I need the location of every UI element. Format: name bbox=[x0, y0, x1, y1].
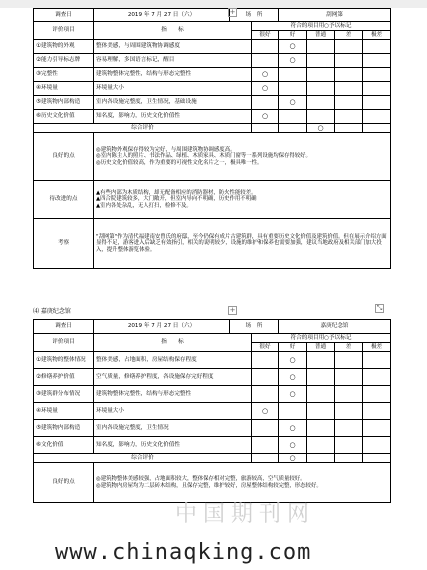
rating-cell bbox=[335, 68, 363, 82]
table-row bbox=[34, 386, 391, 403]
indicator-cell: 容易理解，多国语言标记，醒目 bbox=[94, 54, 252, 68]
indicator-cell: 环境量大小 bbox=[94, 82, 252, 96]
indicator-cell: 建筑物整体完整性，结构与形态完整性 bbox=[94, 386, 252, 403]
item-cell: ③建筑群分布情况 bbox=[34, 386, 94, 403]
rating-cell bbox=[363, 124, 391, 133]
good-points-text: ◎建筑物整体美感较强，占地面积较大，整体保存相对完整，旅游较高，空气质量较好。 ◎建筑物内房屋均为二层砖木结构，且保存完整，维护较好，房屋整体结构较完整，形态较好。 bbox=[94, 463, 391, 503]
indicator-cell: 室内各设施完整度，卫生情况 bbox=[94, 420, 252, 437]
rating-cell bbox=[363, 68, 391, 82]
place-label: 场 所 bbox=[230, 9, 279, 22]
page-top-margin bbox=[0, 0, 427, 8]
rating-cell bbox=[335, 54, 363, 68]
overall-label: 综合评价 bbox=[34, 454, 252, 463]
table-row bbox=[34, 403, 391, 420]
rating-mark: ○ bbox=[252, 68, 279, 82]
rating-mark: ○ bbox=[279, 54, 307, 68]
survey-date: 2019 年 7 月 27 日（六） bbox=[94, 320, 230, 334]
indicator-cell: 知名度，影响力，历史文化价值性 bbox=[94, 110, 252, 124]
rating-cell bbox=[307, 54, 335, 68]
rating-cell bbox=[307, 454, 335, 463]
resize-handle-icon[interactable]: ⤡ bbox=[376, 304, 383, 312]
rating-mark: ○ bbox=[252, 403, 279, 420]
rating-cell bbox=[335, 124, 363, 133]
item-cell: ②修缮养护价值 bbox=[34, 369, 94, 386]
table-row bbox=[34, 40, 391, 54]
survey-date: 2019 年 7 月 27 日（六） bbox=[94, 9, 230, 22]
indicator-cell: 空气质量，修缮养护程度，各设施保存完好程度 bbox=[94, 369, 252, 386]
good-points-label: 良好的点 bbox=[34, 133, 94, 181]
rating-cell bbox=[335, 352, 363, 369]
rating-cell bbox=[363, 386, 391, 403]
rating-cell bbox=[335, 420, 363, 437]
rating-cell bbox=[252, 124, 279, 133]
item-cell: ④环境量 bbox=[34, 403, 94, 420]
notes-text: "刮网第"作为清代福建南安曾氏的府邸，至今仍保有成片古建筑群，具有重要历史文化价值及建筑价值。但在展示介绍方面显得不足，游客进入后缺乏有效指引，相关的说明较少，设施的维护和保养也需要加强，建议当地政府及相关部门加大投入，提升整体游览体验。 bbox=[94, 219, 391, 269]
item-header: 评价项目 bbox=[34, 22, 94, 40]
indicator-cell: 建筑物整体完整性，结构与形态完整性 bbox=[94, 68, 252, 82]
rating-cell bbox=[252, 420, 279, 437]
rating-cell bbox=[307, 40, 335, 54]
rating-cell bbox=[279, 124, 307, 133]
rating-cell bbox=[252, 369, 279, 386]
rating-cell bbox=[363, 352, 391, 369]
rating-cell bbox=[335, 82, 363, 96]
section-title: ⑷ 嘉庚纪念馆 bbox=[33, 308, 71, 315]
rating-cell bbox=[307, 110, 335, 124]
rating-cell bbox=[307, 420, 335, 437]
indicator-cell: 知名度，影响力，历史文化价值性 bbox=[94, 437, 252, 454]
table-1-rows bbox=[34, 40, 391, 124]
item-header: 评价项目 bbox=[34, 334, 94, 352]
item-cell: ⑥文化价值 bbox=[34, 437, 94, 454]
grade-header: 好 bbox=[279, 343, 307, 352]
improve-points-text: ▲有些内部为木质结构，却无配备相应的消防器材，防火性能较差。 ▲四合院建筑较多，大门敞开，但室内导向不明确，历史作用不明确 ▲室内各处杂乱，无人打扫，检修不及。 bbox=[94, 181, 391, 219]
item-cell: ①建筑物的外观 bbox=[34, 40, 94, 54]
rating-cell bbox=[252, 386, 279, 403]
rating-cell bbox=[307, 437, 335, 454]
rating-cell bbox=[363, 454, 391, 463]
overall-label: 综合评价 bbox=[34, 124, 252, 133]
rating-mark: ○ bbox=[279, 352, 307, 369]
rating-cell bbox=[335, 40, 363, 54]
table-row bbox=[34, 96, 391, 110]
good-points-label: 良好的点 bbox=[34, 463, 94, 503]
table-row bbox=[34, 437, 391, 454]
rating-mark: ○ bbox=[279, 369, 307, 386]
rating-cell bbox=[335, 437, 363, 454]
rating-cell bbox=[252, 437, 279, 454]
rating-cell bbox=[363, 40, 391, 54]
indicator-cell: 环境量大小 bbox=[94, 403, 252, 420]
grade-header: 普通 bbox=[307, 31, 335, 40]
rating-cell bbox=[279, 82, 307, 96]
place-value: 嘉庚纪念馆 bbox=[279, 320, 391, 334]
item-cell: ⑤建筑物内部构造 bbox=[34, 420, 94, 437]
table-row bbox=[34, 82, 391, 96]
rating-cell bbox=[335, 403, 363, 420]
overall-mark: ○ bbox=[307, 124, 335, 133]
rating-cell bbox=[252, 352, 279, 369]
add-row-icon[interactable]: + bbox=[229, 8, 236, 16]
rating-mark: ○ bbox=[279, 386, 307, 403]
rating-cell bbox=[335, 454, 363, 463]
rating-cell bbox=[252, 40, 279, 54]
rating-cell bbox=[363, 82, 391, 96]
item-cell: ⑥历史文化价值 bbox=[34, 110, 94, 124]
place-label: 场 所 bbox=[230, 320, 279, 334]
rating-cell bbox=[252, 54, 279, 68]
rating-cell bbox=[363, 110, 391, 124]
rating-cell bbox=[279, 110, 307, 124]
rating-cell bbox=[363, 96, 391, 110]
rating-cell bbox=[279, 68, 307, 82]
rating-cell bbox=[307, 82, 335, 96]
table-row bbox=[34, 68, 391, 82]
grade-header: 很好 bbox=[252, 31, 279, 40]
table-row bbox=[34, 352, 391, 369]
table-row bbox=[34, 110, 391, 124]
grade-header: 普通 bbox=[307, 343, 335, 352]
indicator-cell: 整体美感，与周围建筑物协调感度 bbox=[94, 40, 252, 54]
rating-cell bbox=[252, 454, 279, 463]
rating-cell bbox=[279, 403, 307, 420]
rating-cell bbox=[363, 420, 391, 437]
rating-cell bbox=[363, 369, 391, 386]
table-2-rows bbox=[34, 352, 391, 454]
survey-table-2 bbox=[33, 319, 391, 503]
rating-cell bbox=[335, 386, 363, 403]
rating-mark: ○ bbox=[252, 82, 279, 96]
rating-cell bbox=[307, 386, 335, 403]
rating-cell bbox=[363, 54, 391, 68]
grade-header: 很好 bbox=[252, 343, 279, 352]
survey-date-label: 调查日 bbox=[34, 320, 94, 334]
rating-cell bbox=[307, 403, 335, 420]
item-cell: ③完整性 bbox=[34, 68, 94, 82]
indicator-cell: 室内各设施完整度，卫生情况，基础设施 bbox=[94, 96, 252, 110]
grade-header: 极差 bbox=[363, 343, 391, 352]
overall-mark: ○ bbox=[279, 454, 307, 463]
rating-cell bbox=[307, 369, 335, 386]
match-header: 符合的项目用○予以标记 bbox=[252, 334, 391, 343]
rating-cell bbox=[335, 96, 363, 110]
table-row bbox=[34, 369, 391, 386]
add-row-icon[interactable]: + bbox=[229, 306, 236, 314]
watermark-url: www.chinaqking.com bbox=[55, 540, 312, 565]
watermark-logo-text: 中国期刊网 bbox=[175, 502, 316, 527]
rating-cell bbox=[307, 352, 335, 369]
rating-cell bbox=[335, 369, 363, 386]
item-cell: ①建筑物的整体情况 bbox=[34, 352, 94, 369]
indicator-header: 指 标 bbox=[94, 334, 252, 352]
survey-table-1 bbox=[33, 8, 391, 269]
rating-cell bbox=[363, 437, 391, 454]
improve-points-label: 待改进的点 bbox=[34, 181, 94, 219]
item-cell: ④环境量 bbox=[34, 82, 94, 96]
indicator-header: 指 标 bbox=[94, 22, 252, 40]
survey-date-label: 调查日 bbox=[34, 9, 94, 22]
notes-label: 考察 bbox=[34, 219, 94, 269]
table-row bbox=[34, 420, 391, 437]
rating-mark: ○ bbox=[279, 437, 307, 454]
indicator-cell: 整体美感，占地面积，房屋结构保存程度 bbox=[94, 352, 252, 369]
rating-cell bbox=[335, 110, 363, 124]
grade-header: 差 bbox=[335, 343, 363, 352]
rating-mark: ○ bbox=[279, 420, 307, 437]
good-points-text: ◎建筑物外观保存得较为完好，与周围建筑物协调感度高。 ◎室内陈主人的照片、书法作品、绿植、木质家具、木质门窗等一系列设施均保存得较好。 ◎历史文化价值较高，作为重要的可视性文化名片之一，极具唯一性。 bbox=[94, 133, 391, 181]
rating-mark: ○ bbox=[279, 40, 307, 54]
match-header: 符合的项目用○予以标记 bbox=[252, 22, 391, 31]
rating-cell bbox=[307, 96, 335, 110]
item-cell: ②能力引导标志牌 bbox=[34, 54, 94, 68]
rating-cell bbox=[307, 68, 335, 82]
table-row bbox=[34, 54, 391, 68]
rating-cell bbox=[363, 403, 391, 420]
rating-mark: ○ bbox=[252, 110, 279, 124]
place-value: 刮网第 bbox=[279, 9, 391, 22]
item-cell: ⑤建筑物内部构造 bbox=[34, 96, 94, 110]
grade-header: 极差 bbox=[363, 31, 391, 40]
grade-header: 好 bbox=[279, 31, 307, 40]
rating-mark: ○ bbox=[279, 96, 307, 110]
rating-cell bbox=[252, 96, 279, 110]
grade-header: 差 bbox=[335, 31, 363, 40]
